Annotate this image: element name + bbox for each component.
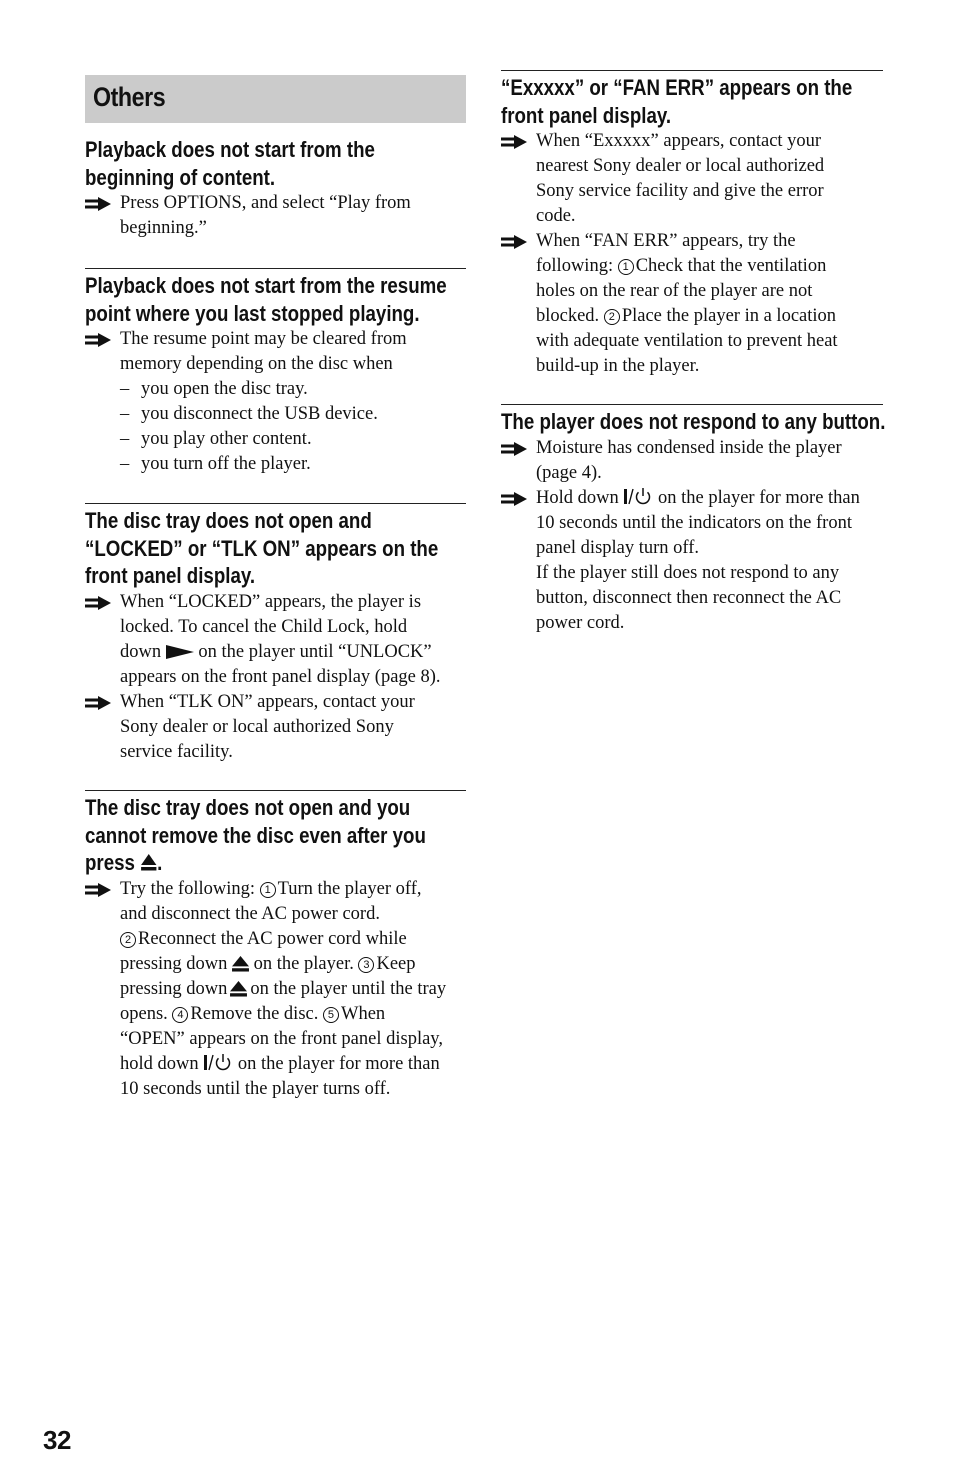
topic-heading: “Exxxxx” or “FAN ERR” appears on the front panel display. bbox=[501, 75, 853, 128]
step-number: 2 bbox=[120, 932, 136, 948]
topic-locked-tlk-on bbox=[85, 503, 466, 765]
topic-heading: The player does not respond to any button. bbox=[501, 409, 886, 434]
topic-heading: Playback does not start from the beginning of content. bbox=[85, 137, 375, 190]
arrow-icon bbox=[501, 235, 527, 249]
arrow-icon bbox=[85, 596, 111, 610]
topic-body bbox=[85, 877, 466, 1102]
topic-heading: The disc tray does not open and “LOCKED” or “TLK ON” appears on the front panel display. bbox=[85, 508, 439, 588]
topic-body bbox=[85, 327, 466, 477]
list-item: – you open the disc tray. bbox=[120, 379, 308, 399]
step-number: 1 bbox=[260, 882, 276, 898]
page-number: 32 bbox=[43, 1425, 71, 1455]
eject-icon bbox=[232, 956, 249, 972]
remedy-item: Moisture has condensed inside the player (page 4). bbox=[501, 436, 883, 486]
topic-exxxxx-fan-err bbox=[501, 70, 883, 379]
topic-heading: The disc tray does not open and you cannot remove the disc even after you press . bbox=[85, 795, 426, 875]
remedy-item: When “LOCKED” appears, the player is locked. To cancel the Child Lock, hold down on the player until “UNLOCK” appears on the front panel display (page 8). bbox=[85, 590, 466, 690]
topic-resume-point bbox=[85, 268, 466, 477]
step-number: 1 bbox=[618, 259, 634, 275]
topic-playback-beginning bbox=[85, 136, 466, 241]
list-item: – you play other content. bbox=[120, 429, 312, 449]
topic-body bbox=[85, 590, 466, 765]
section-title: Others bbox=[93, 82, 166, 112]
step-number: 5 bbox=[323, 1007, 339, 1023]
remedy-item: When “Exxxxx” appears, contact your nearest Sony dealer or local authorized Sony service facility and give the error code. bbox=[501, 129, 883, 229]
list-item: – you disconnect the USB device. bbox=[120, 404, 378, 424]
arrow-icon bbox=[501, 135, 527, 149]
topic-heading: Playback does not start from the resume point where you last stopped playing. bbox=[85, 273, 447, 326]
arrow-icon bbox=[85, 883, 111, 897]
topic-body bbox=[501, 436, 883, 636]
arrow-icon bbox=[85, 696, 111, 710]
play-icon bbox=[166, 645, 194, 659]
arrow-icon bbox=[501, 492, 527, 506]
eject-icon bbox=[230, 981, 247, 997]
topic-body bbox=[85, 191, 466, 241]
list-item: – you turn off the player. bbox=[120, 454, 311, 474]
remedy-item: When “TLK ON” appears, contact your Sony dealer or local authorized Sony service facility. bbox=[85, 690, 466, 765]
arrow-icon bbox=[85, 333, 111, 347]
remedy-item: Hold down on the player for more than 10 seconds until the indicators on the front panel display turn off. If the player still does not respond to any button, disconnect then reconnect the AC power cord. bbox=[501, 486, 883, 636]
remedy-item: When “FAN ERR” appears, try the following: 1 Check that the ventilation holes on the rear of the player are not blocked. 2 Place the player in a location with adequate ventilation to prevent heat build-up in the player. bbox=[501, 229, 883, 379]
remedy-item: The resume point may be cleared from memory depending on the disc when bbox=[85, 327, 466, 377]
step-number: 3 bbox=[358, 957, 374, 973]
remedy-item: Press OPTIONS, and select “Play from beginning.” bbox=[85, 191, 466, 241]
power-icon bbox=[203, 1052, 233, 1072]
remedy-item: Try the following: 1 Turn the player off, and disconnect the AC power cord. 2 Reconnect the AC power cord while pressing down on the player. 3 Keep pressing down on the player until the tray opens. 4 Remove the disc. 5 When “OPEN” appears on the front panel display, hold down on the player for more than 10 seconds until the player turns off. bbox=[85, 877, 466, 1102]
eject-icon bbox=[140, 854, 157, 871]
section-banner bbox=[85, 75, 466, 123]
step-number: 2 bbox=[604, 309, 620, 325]
topic-tray-stuck bbox=[85, 790, 466, 1102]
step-number: 4 bbox=[172, 1007, 188, 1023]
arrow-icon bbox=[85, 197, 111, 211]
arrow-icon bbox=[501, 442, 527, 456]
power-icon bbox=[623, 486, 653, 506]
topic-no-response bbox=[501, 404, 886, 636]
topic-body bbox=[501, 129, 883, 379]
